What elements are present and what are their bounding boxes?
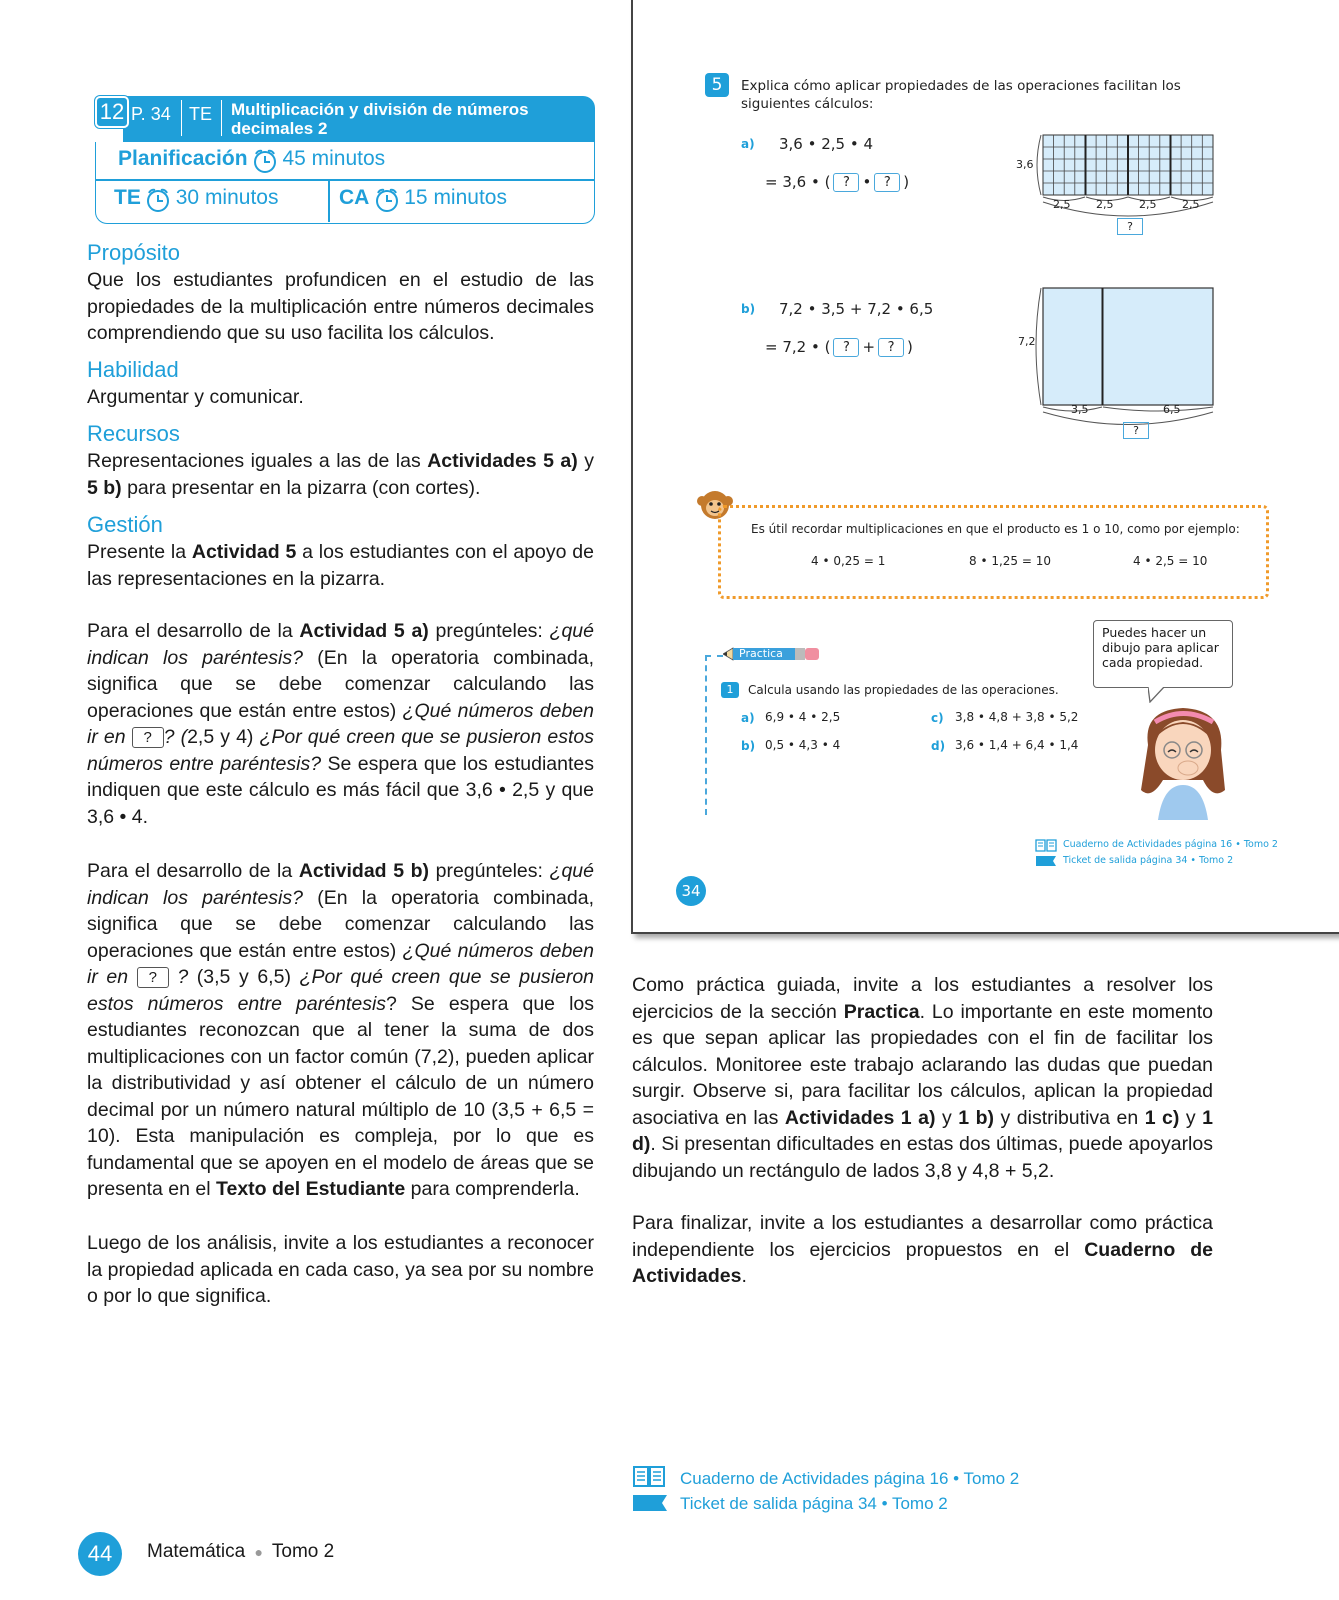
answer-box[interactable]: ? <box>878 338 904 357</box>
exercise-item-letter: d) <box>931 739 946 753</box>
reference-cuaderno: Cuaderno de Actividades página 16 • Tomo 2 <box>680 1469 1020 1488</box>
divider <box>96 179 594 181</box>
exercise-prompt: Calcula usando las propiedades de las operaciones. <box>748 683 1059 697</box>
exercise-item-letter: c) <box>931 711 944 725</box>
page-number: 44 <box>78 1532 122 1576</box>
area-a-bottom-label: 2,5 <box>1139 198 1157 211</box>
divider <box>221 100 222 136</box>
area-a-bottom-label: 2,5 <box>1182 198 1200 211</box>
area-b-side-label: 7,2 <box>1018 335 1036 348</box>
practica-label: Practica <box>739 647 783 660</box>
ticket-icon <box>632 1494 668 1512</box>
gestion-title: Gestión <box>87 512 163 537</box>
activity-number: 5 <box>705 73 729 97</box>
ca-label: CA <box>339 186 370 209</box>
planning-time: 45 minutos <box>282 147 386 170</box>
student-page-thumbnail <box>631 0 1339 934</box>
te-time: 30 minutos <box>175 186 279 209</box>
gestion-text: Presente la Actividad 5 a los estudiantes con el apoyo de las representaciones en la pizarra. <box>87 541 594 590</box>
reference-ticket: Ticket de salida página 34 • Tomo 2 <box>680 1494 948 1513</box>
item-b-equation: = 7,2 • ( ? + ? ) <box>765 338 913 356</box>
te-row <box>114 186 278 213</box>
lesson-page: P. 34 <box>131 104 171 124</box>
lesson-band <box>123 96 595 142</box>
clock-icon <box>374 187 400 213</box>
divider <box>705 655 723 657</box>
exercise-item-letter: a) <box>741 711 755 725</box>
tip-example: 4 • 2,5 = 10 <box>1133 554 1208 568</box>
exercise-item: 6,9 • 4 • 2,5 <box>765 710 841 724</box>
exercise-item: 3,8 • 4,8 + 3,8 • 5,2 <box>955 710 1079 724</box>
area-a-bottom-label: 2,5 <box>1096 198 1114 211</box>
area-b-bottom-label: 6,5 <box>1163 403 1181 416</box>
te-label: TE <box>114 186 141 209</box>
clock-icon <box>252 148 278 174</box>
lesson-title: Multiplicación y división de números decimales 2 <box>231 100 529 138</box>
divider <box>181 100 182 136</box>
divider <box>328 180 330 222</box>
actividad-5a-text: Para el desarrollo de la Actividad 5 a) pregúnteles: ¿qué indican los paréntesis? (En la operatoria combinada, significa que se debe comenzar calculando las operaciones que están entre estos) ¿Qué números deben ir en ? ? (2,5 y 4) ¿Por qué creen que se pusieron estos números entre paréntesis? Se espera que los estudiantes indiquen que este cálculo es más fácil que 3,6 • 2,5 y que 3,6 • 4. <box>87 620 594 828</box>
item-a-expression: 3,6 • 2,5 • 4 <box>779 135 874 153</box>
student-page-number: 34 <box>676 876 706 906</box>
lesson-book: TE <box>189 104 213 124</box>
recursos-text: Representaciones iguales a las de las Actividades 5 a) y 5 b) para presentar en la pizarra (con cortes). <box>87 450 595 499</box>
item-a-equation: = 3,6 • ( ? • ? ) <box>765 173 910 191</box>
lesson-times <box>95 142 595 224</box>
lesson-number: 12 <box>95 96 129 128</box>
planning-label: Planificación <box>118 147 248 170</box>
area-b-bottom-label: 3,5 <box>1071 403 1089 416</box>
planning-row <box>118 147 385 174</box>
final-text: Luego de los análisis, invite a los estudiantes a reconocer la propiedad aplicada en cada caso, ya sea por su nombre o por lo que significa. <box>87 1232 594 1307</box>
final-guidance-text: Para finalizar, invite a los estudiantes a desarrollar como práctica independiente los ejercicios propuestos en el Cuaderno de Actividades. <box>632 1212 1214 1287</box>
girl-illustration <box>1133 700 1233 820</box>
exercise-number: 1 <box>721 682 739 698</box>
reference-cuaderno: Cuaderno de Actividades página 16 • Tomo 2 <box>1063 839 1278 850</box>
practica-side-line <box>705 655 709 815</box>
tip-example: 4 • 0,25 = 1 <box>811 554 886 568</box>
answer-box[interactable]: ? <box>874 173 900 192</box>
practica-guidance-text: Como práctica guiada, invite a los estudiantes a resolver los ejercicios de la sección Practica. Lo importante en este momento es que sepan aplicar las propiedades con el fin de facilitar los cálculos. Monitoree este trabajo aclarando las dudas que puedan surgir. Observe si, para facilitar los cálculos, aplican la propiedad asociativa en las Actividades 1 a) y 1 b) y distributiva en 1 c) y 1 d). Si presentan dificultades en estas dos últimas, puede apoyarlos dibujando un rectángulo de lados 3,8 y 4,8 + 5,2. <box>632 974 1213 1182</box>
ca-row <box>339 186 507 213</box>
tip-box <box>718 505 1269 599</box>
proposito-title: Propósito <box>87 240 180 265</box>
clock-icon <box>145 187 171 213</box>
reference-ticket: Ticket de salida página 34 • Tomo 2 <box>1063 855 1234 866</box>
item-b-expression: 7,2 • 3,5 + 7,2 • 6,5 <box>779 300 934 318</box>
exercise-item-letter: b) <box>741 739 756 753</box>
item-b-letter: b) <box>741 302 756 316</box>
footer-tomo: Tomo 2 <box>271 1541 335 1562</box>
question-box: ? <box>137 967 169 988</box>
habilidad-title: Habilidad <box>87 357 179 382</box>
answer-box[interactable]: ? <box>833 338 859 357</box>
lesson-header <box>95 96 595 224</box>
area-a-side-label: 3,6 <box>1016 158 1034 171</box>
recursos-title: Recursos <box>87 421 180 446</box>
book-icon <box>632 1464 666 1488</box>
area-model-b <box>1013 275 1253 435</box>
speech-bubble: Puedes hacer un dibujo para aplicar cada propiedad. <box>1093 620 1233 688</box>
footer-label <box>147 1541 334 1563</box>
answer-box[interactable]: ? <box>833 173 859 192</box>
item-a-letter: a) <box>741 137 755 151</box>
bullet-icon: ● <box>254 1544 263 1560</box>
activity-prompt: Explica cómo aplicar propiedades de las operaciones facilitan los siguientes cálculos: <box>741 78 1181 112</box>
exercise-item: 0,5 • 4,3 • 4 <box>765 738 841 752</box>
tip-text: Es útil recordar multiplicaciones en que el producto es 1 o 10, como por ejemplo: <box>751 522 1240 536</box>
area-b-question-box: ? <box>1123 422 1149 439</box>
proposito-text: Que los estudiantes profundicen en el estudio de las propiedades de la multiplicación entre números decimales comprendiendo que su uso facilita los cálculos. <box>87 269 594 344</box>
area-a-bottom-label: 2,5 <box>1053 198 1071 211</box>
habilidad-text: Argumentar y comunicar. <box>87 386 304 408</box>
area-a-question-box: ? <box>1117 218 1143 235</box>
book-icon <box>1035 838 1057 852</box>
tip-example: 8 • 1,25 = 10 <box>969 554 1052 568</box>
footer-subject: Matemática <box>147 1541 246 1562</box>
exercise-item: 3,6 • 1,4 + 6,4 • 1,4 <box>955 738 1079 752</box>
actividad-5b-text: Para el desarrollo de la Actividad 5 b) pregúnteles: ¿qué indican los paréntesis? (En la operatoria combinada, significa que se debe comenzar calculando las operaciones que están entre estos) ¿Qué números deben ir en ? ? (3,5 y 6,5) ¿Por qué creen que se pusieron estos números entre paréntesis? Se espera que los estudiantes reconozcan que al tener la suma de dos multiplicaciones con un factor común (7,2), pueden aplicar la distributividad y así obtener el cálculo de un número decimal por un número natural múltiplo de 10 (3,5 + 6,5 = 10). Esta manipulación es compleja, por lo que es fundamental que se apoyen en el modelo de áreas que se presenta en el Texto del Estudiante para comprenderla. <box>87 860 595 1200</box>
ticket-icon <box>1035 855 1057 867</box>
ca-time: 15 minutos <box>404 186 507 209</box>
question-box: ? <box>132 727 164 748</box>
